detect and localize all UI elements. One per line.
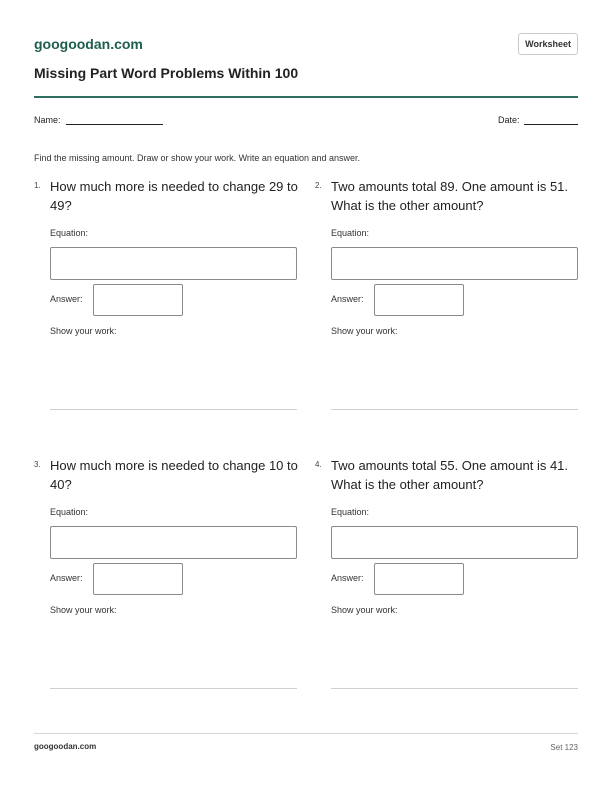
answer-label: Answer: [50,294,83,304]
answer-label: Answer: [331,573,364,583]
footer-set-label: Set 123 [550,743,578,752]
equation-input[interactable] [331,247,578,280]
page-title: Missing Part Word Problems Within 100 [34,65,299,81]
equation-input[interactable] [50,247,297,280]
equation-input[interactable] [50,526,297,559]
problem-card [315,179,569,421]
problem-card [315,458,569,700]
footer-brand: googoodan.com [34,742,97,751]
answer-input[interactable] [93,284,183,316]
problem-number: 4. [315,460,322,469]
work-area-line [331,409,578,410]
problem-question: Two amounts total 89. One amount is 51. What is the other amount? [331,179,569,213]
date-label: Date: [498,115,520,125]
problem-card [34,458,298,700]
work-label: Show your work: [331,605,398,615]
name-label: Name: [34,115,61,125]
work-label: Show your work: [50,326,117,336]
work-label: Show your work: [50,605,117,615]
problem-number: 3. [34,460,41,469]
name-field[interactable] [66,124,163,125]
work-area-line [50,688,297,689]
problem-card [34,179,298,421]
problem-question: How much more is needed to change 10 to 40? [50,458,298,492]
equation-label: Equation: [331,507,370,517]
problem-number: 1. [34,181,41,190]
answer-label: Answer: [50,573,83,583]
equation-label: Equation: [50,507,89,517]
brand-logo-text: googoodan.com [34,36,143,52]
work-area-line [50,409,297,410]
work-area-line [331,688,578,689]
equation-label: Equation: [331,228,370,238]
answer-input[interactable] [93,563,183,595]
footer-divider [34,733,578,734]
answer-input[interactable] [374,284,464,316]
answer-input[interactable] [374,563,464,595]
date-field[interactable] [524,124,578,125]
worksheet-badge: Worksheet [518,33,578,55]
equation-label: Equation: [50,228,89,238]
equation-input[interactable] [331,526,578,559]
work-label: Show your work: [331,326,398,336]
problem-number: 2. [315,181,322,190]
title-divider [34,96,578,98]
answer-label: Answer: [331,294,364,304]
problem-question: Two amounts total 55. One amount is 41. What is the other amount? [331,458,569,492]
instructions: Find the missing amount. Draw or show your work. Write an equation and answer. [34,153,360,163]
problem-question: How much more is needed to change 29 to 49? [50,179,298,213]
